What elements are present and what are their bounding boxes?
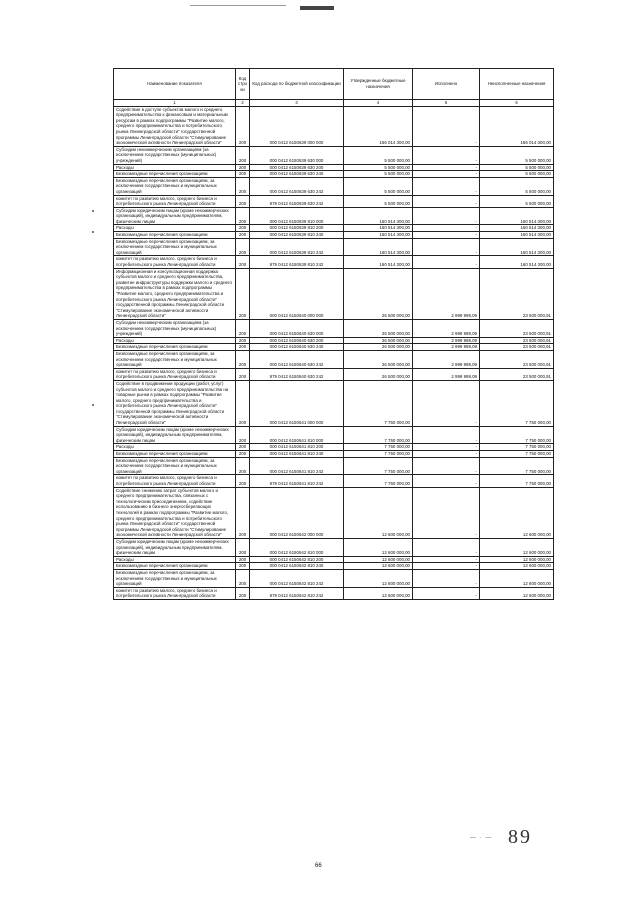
approved-amount: 7 750 000,00 — [344, 475, 413, 487]
table-row — [114, 238, 554, 256]
indicator-name: Безвозмездные перечисления организациям — [114, 344, 236, 351]
line-code: 200 — [236, 319, 250, 337]
line-code: 200 — [236, 238, 250, 256]
budget-code: 000 0412 6150642 810 242 — [250, 569, 344, 587]
indicator-name: Субсидии юридическим лицам (кроме некоммерческих организаций), индивидуальным предпринимателям, физическим лицам — [114, 207, 236, 225]
approved-amount: 7 750 000,00 — [344, 426, 413, 444]
approved-amount: 5 500 000,00 — [344, 177, 413, 195]
budget-execution-table — [113, 68, 554, 600]
table-row — [114, 368, 554, 380]
table-body — [114, 106, 554, 599]
approved-amount: 12 600 000,00 — [344, 556, 413, 563]
executed-amount: - — [413, 225, 480, 232]
remaining-amount: 7 750 000,00 — [480, 426, 554, 444]
indicator-name: Субсидии юридическим лицам (кроме некоммерческих организаций), индивидуальным предпринимателям, физическим лицам — [114, 426, 236, 444]
page-number: 66 — [315, 863, 322, 869]
executed-amount: - — [413, 538, 480, 556]
approved-amount: 12 600 000,00 — [344, 563, 413, 570]
table-row — [114, 556, 554, 563]
budget-code: 979 0412 6150642 810 242 — [250, 587, 344, 599]
line-code: 200 — [236, 475, 250, 487]
line-code: 200 — [236, 177, 250, 195]
remaining-amount: 160 514 300,00 — [480, 256, 554, 268]
approved-amount: 12 600 000,00 — [344, 587, 413, 599]
budget-code: 979 0412 6150639 630 242 — [250, 195, 344, 207]
remaining-amount: 12 600 000,00 — [480, 569, 554, 587]
remaining-amount: 7 750 000,00 — [480, 444, 554, 451]
budget-code: 000 0412 6150642 000 000 — [250, 487, 344, 538]
approved-amount: 7 750 000,00 — [344, 457, 413, 475]
indicator-name: Содействие в продвижении продукции (работ, услуг) субъектов малого и среднего предпринимательства на товарные рынки в рамках подпрограммы "Развитие малого, среднего предпринимательства и потребительского рынка Ленинградской области" государственной программы Ленинградской области "Стимулирование экономической активности Ленинградской области" — [114, 380, 236, 426]
line-code: 200 — [236, 146, 250, 164]
budget-code: 000 0412 6150639 630 200 — [250, 164, 344, 171]
top-scan-mark — [300, 6, 334, 10]
executed-amount: 2 999 999,09 — [413, 350, 480, 368]
budget-code: 000 0412 6150640 000 000 — [250, 268, 344, 319]
approved-amount: 166 014 300,00 — [344, 106, 413, 146]
indicator-name: Расходы — [114, 225, 236, 232]
remaining-amount: 23 500 000,91 — [480, 319, 554, 337]
executed-amount: - — [413, 556, 480, 563]
line-code: 200 — [236, 207, 250, 225]
executed-amount: - — [413, 232, 480, 239]
table-row — [114, 538, 554, 556]
column-index: 6 — [480, 100, 554, 107]
executed-amount: - — [413, 256, 480, 268]
executed-amount: - — [413, 207, 480, 225]
remaining-amount: 5 500 000,00 — [480, 177, 554, 195]
budget-code: 000 0412 6150639 810 240 — [250, 232, 344, 239]
line-code: 200 — [236, 344, 250, 351]
indicator-name: комитет по развитию малого, среднего бизнеса и потребительского рынка Ленинградской области — [114, 368, 236, 380]
executed-amount: - — [413, 380, 480, 426]
executed-amount: - — [413, 451, 480, 458]
table-row — [114, 337, 554, 344]
line-code: 200 — [236, 164, 250, 171]
approved-amount: 5 500 000,00 — [344, 164, 413, 171]
remaining-amount: 23 500 000,91 — [480, 268, 554, 319]
budget-code: 000 0412 6150639 000 000 — [250, 106, 344, 146]
remaining-amount: 7 750 000,00 — [480, 451, 554, 458]
remaining-amount: 23 500 000,91 — [480, 350, 554, 368]
header-remaining: Неисполненные назначения — [480, 69, 554, 100]
line-code: 200 — [236, 538, 250, 556]
column-index: 4 — [344, 100, 413, 107]
approved-amount: 26 500 000,00 — [344, 319, 413, 337]
line-code: 200 — [236, 451, 250, 458]
approved-amount: 5 500 000,00 — [344, 171, 413, 178]
budget-code: 000 0412 6150640 630 000 — [250, 319, 344, 337]
budget-code: 000 0412 6150642 810 240 — [250, 563, 344, 570]
line-code: 200 — [236, 563, 250, 570]
approved-amount: 160 514 300,00 — [344, 207, 413, 225]
table-row — [114, 268, 554, 319]
table-row — [114, 177, 554, 195]
indicator-name: Безвозмездные перечисления организациям, за исключением государственных и муниципальных организаций — [114, 177, 236, 195]
approved-amount: 12 600 000,00 — [344, 569, 413, 587]
approved-amount: 160 514 300,00 — [344, 256, 413, 268]
remaining-amount: 23 500 000,91 — [480, 337, 554, 344]
table-row — [114, 171, 554, 178]
approved-amount: 12 600 000,00 — [344, 538, 413, 556]
table-row — [114, 225, 554, 232]
budget-code: 000 0412 6150639 630 000 — [250, 146, 344, 164]
indicator-name: Расходы — [114, 444, 236, 451]
table-row — [114, 457, 554, 475]
remaining-amount: 166 014 300,00 — [480, 106, 554, 146]
budget-code: 000 0412 6150642 810 000 — [250, 538, 344, 556]
table-row — [114, 380, 554, 426]
budget-code: 000 0412 6150641 000 000 — [250, 380, 344, 426]
header-indicator-name: Наименование показателя — [114, 69, 236, 100]
line-code: 200 — [236, 268, 250, 319]
indicator-name: Безвозмездные перечисления организациям, за исключением государственных и муниципальных организаций — [114, 238, 236, 256]
executed-amount: - — [413, 238, 480, 256]
indicator-name: Безвозмездные перечисления организациям — [114, 171, 236, 178]
line-code: 200 — [236, 195, 250, 207]
remaining-amount: 12 600 000,00 — [480, 556, 554, 563]
indicator-name: комитет по развитию малого, среднего бизнеса и потребительского рынка Ленинградской области — [114, 475, 236, 487]
line-code: 200 — [236, 350, 250, 368]
line-code: 200 — [236, 232, 250, 239]
remaining-amount: 23 500 000,91 — [480, 368, 554, 380]
remaining-amount: 160 514 300,00 — [480, 232, 554, 239]
executed-amount: - — [413, 177, 480, 195]
approved-amount: 12 600 000,00 — [344, 487, 413, 538]
executed-amount: 2 999 999,09 — [413, 268, 480, 319]
executed-amount: - — [413, 487, 480, 538]
approved-amount: 7 750 000,00 — [344, 444, 413, 451]
executed-amount: 2 999 999,09 — [413, 319, 480, 337]
table-row — [114, 444, 554, 451]
executed-amount: - — [413, 106, 480, 146]
table-row — [114, 475, 554, 487]
remaining-amount: 160 514 300,00 — [480, 238, 554, 256]
table-row — [114, 164, 554, 171]
scan-dot — [92, 210, 94, 212]
indicator-name: Расходы — [114, 556, 236, 563]
executed-amount: - — [413, 146, 480, 164]
table-row — [114, 207, 554, 225]
header-budget-code: Код расхода по бюджетной классификации — [250, 69, 344, 100]
line-code: 200 — [236, 256, 250, 268]
approved-amount: 7 750 000,00 — [344, 380, 413, 426]
executed-amount: - — [413, 587, 480, 599]
approved-amount: 26 500 000,00 — [344, 268, 413, 319]
indicator-name: Расходы — [114, 337, 236, 344]
remaining-amount: 5 500 000,00 — [480, 195, 554, 207]
approved-amount: 5 500 000,00 — [344, 195, 413, 207]
indicator-name: Содействие снижению затрат субъектов малого и среднего предпринимательства, связанных с технологическим присоединением, содействие использованию в бизнесе энергосберегающих технологий в рамках подпрограммы "Развитие малого, среднего предпринимательства и потребительского рынка Ленинградской области" государственной программы Ленинградской области "Стимулирование экономической активности Ленинградской области" — [114, 487, 236, 538]
indicator-name: Безвозмездные перечисления организациям — [114, 232, 236, 239]
table-row — [114, 319, 554, 337]
budget-code: 000 0412 6150641 810 200 — [250, 444, 344, 451]
executed-amount: 2 999 999,09 — [413, 344, 480, 351]
remaining-amount: 12 600 000,00 — [480, 563, 554, 570]
indicator-name: Безвозмездные перечисления организациям, за исключением государственных и муниципальных организаций — [114, 350, 236, 368]
budget-code: 979 0412 6150641 810 242 — [250, 475, 344, 487]
line-code: 200 — [236, 225, 250, 232]
executed-amount: - — [413, 171, 480, 178]
line-code: 200 — [236, 487, 250, 538]
header-executed: Исполнено — [413, 69, 480, 100]
indicator-name: комитет по развитию малого, среднего бизнеса и потребительского рынка Ленинградской области — [114, 256, 236, 268]
budget-code: 000 0412 6150641 810 240 — [250, 451, 344, 458]
table-row — [114, 487, 554, 538]
remaining-amount: 160 514 300,00 — [480, 207, 554, 225]
table-row — [114, 426, 554, 444]
remaining-amount: 5 500 000,00 — [480, 171, 554, 178]
indicator-name: Безвозмездные перечисления организациям, за исключением государственных и муниципальных организаций — [114, 457, 236, 475]
budget-code: 000 0412 6150639 810 200 — [250, 225, 344, 232]
table-row — [114, 451, 554, 458]
budget-code: 979 0412 6150640 630 242 — [250, 368, 344, 380]
table-row — [114, 232, 554, 239]
remaining-amount: 12 600 000,00 — [480, 587, 554, 599]
column-index: 1 — [114, 100, 236, 107]
executed-amount: - — [413, 475, 480, 487]
line-code: 200 — [236, 337, 250, 344]
remaining-amount: 23 500 000,91 — [480, 344, 554, 351]
approved-amount: 5 500 000,00 — [344, 146, 413, 164]
budget-code: 000 0412 6150640 630 240 — [250, 344, 344, 351]
page-stamp: 89 — [508, 826, 532, 848]
budget-code: 000 0412 6150641 810 000 — [250, 426, 344, 444]
indicator-name: комитет по развитию малого, среднего бизнеса и потребительского рынка Ленинградской области — [114, 195, 236, 207]
remaining-amount: 5 500 000,00 — [480, 164, 554, 171]
column-index: 2 — [236, 100, 250, 107]
budget-code: 000 0412 6150641 810 242 — [250, 457, 344, 475]
budget-code: 000 0412 6150639 810 242 — [250, 238, 344, 256]
remaining-amount: 5 500 000,00 — [480, 146, 554, 164]
executed-amount: - — [413, 444, 480, 451]
table-row — [114, 563, 554, 570]
indicator-name: Безвозмездные перечисления организациям — [114, 451, 236, 458]
approved-amount: 160 514 300,00 — [344, 232, 413, 239]
line-code: 200 — [236, 106, 250, 146]
indicator-name: Субсидии юридическим лицам (кроме некоммерческих организаций), индивидуальным предпринимателям, физическим лицам — [114, 538, 236, 556]
approved-amount: 26 500 000,00 — [344, 344, 413, 351]
budget-code: 000 0412 6150639 630 240 — [250, 171, 344, 178]
table-row — [114, 350, 554, 368]
line-code: 200 — [236, 380, 250, 426]
remaining-amount: 12 600 000,00 — [480, 538, 554, 556]
indicator-name: Безвозмездные перечисления организациям, за исключением государственных и муниципальных организаций — [114, 569, 236, 587]
table-row — [114, 106, 554, 146]
header-approved: Утвержденные бюджетные назначения — [344, 69, 413, 100]
table-row — [114, 195, 554, 207]
table-row — [114, 146, 554, 164]
scan-dot — [92, 404, 94, 406]
approved-amount: 160 514 300,00 — [344, 238, 413, 256]
executed-amount: - — [413, 195, 480, 207]
line-code: 200 — [236, 569, 250, 587]
table-row — [114, 344, 554, 351]
scan-dot — [92, 231, 94, 233]
table-row — [114, 256, 554, 268]
remaining-amount: 12 600 000,00 — [480, 487, 554, 538]
indicator-name: Субсидии некоммерческим организациям (за исключением государственных (муниципальных) учреждений) — [114, 319, 236, 337]
column-index: 3 — [250, 100, 344, 107]
line-code: 200 — [236, 556, 250, 563]
budget-code: 000 0412 6150639 630 242 — [250, 177, 344, 195]
table-row — [114, 569, 554, 587]
approved-amount: 7 750 000,00 — [344, 451, 413, 458]
executed-amount: 2 999 999,09 — [413, 337, 480, 344]
approved-amount: 160 514 300,00 — [344, 225, 413, 232]
line-code: 200 — [236, 426, 250, 444]
budget-code: 000 0412 6150640 630 242 — [250, 350, 344, 368]
budget-code: 979 0412 6150639 810 242 — [250, 256, 344, 268]
executed-amount: - — [413, 426, 480, 444]
budget-code: 000 0412 6150642 810 200 — [250, 556, 344, 563]
table-row — [114, 587, 554, 599]
table-header-row — [114, 69, 554, 100]
budget-code: 000 0412 6150639 810 000 — [250, 207, 344, 225]
line-code: 200 — [236, 457, 250, 475]
indicator-name: Субсидии некоммерческим организациям (за исключением государственных (муниципальных) учреждений) — [114, 146, 236, 164]
line-code: 200 — [236, 171, 250, 178]
remaining-amount: 7 750 000,00 — [480, 475, 554, 487]
remaining-amount: 7 750 000,00 — [480, 380, 554, 426]
indicator-name: Расходы — [114, 164, 236, 171]
line-code: 200 — [236, 368, 250, 380]
indicator-name: Содействие в доступе субъектов малого и среднего предпринимательства к финансовым и материальным ресурсам в рамках подпрограммы "Развитие малого, среднего предпринимательства и потребительского рынка Ленинградской области" государственной программы Ленинградской области "Стимулирование экономической активности Ленинградской области" — [114, 106, 236, 146]
line-code: 200 — [236, 444, 250, 451]
top-rule — [190, 5, 286, 6]
remaining-amount: 7 750 000,00 — [480, 457, 554, 475]
stamp-scribble: — · — — [470, 835, 493, 841]
approved-amount: 26 500 000,00 — [344, 350, 413, 368]
executed-amount: - — [413, 563, 480, 570]
executed-amount: - — [413, 164, 480, 171]
line-code: 200 — [236, 587, 250, 599]
executed-amount: - — [413, 569, 480, 587]
indicator-name: Безвозмездные перечисления организациям — [114, 563, 236, 570]
header-line-code: Код стро ки — [236, 69, 250, 100]
executed-amount: 2 999 999,09 — [413, 368, 480, 380]
executed-amount: - — [413, 457, 480, 475]
approved-amount: 26 500 000,00 — [344, 337, 413, 344]
column-index-row — [114, 100, 554, 107]
approved-amount: 26 500 000,00 — [344, 368, 413, 380]
budget-code: 000 0412 6150640 630 200 — [250, 337, 344, 344]
column-index: 5 — [413, 100, 480, 107]
indicator-name: Информационная и консультационная поддержка субъектов малого и среднего предпринимательства, развитие инфраструктуры поддержки малого и среднего предпринимательства в рамках подпрограммы "Развитие малого, среднего предпринимательства и потребительского рынка Ленинградской области" государственной программы Ленинградской области "Стимулирование экономической активности Ленинградской области" — [114, 268, 236, 319]
remaining-amount: 160 514 300,00 — [480, 225, 554, 232]
indicator-name: комитет по развитию малого, среднего бизнеса и потребительского рынка Ленинградской области — [114, 587, 236, 599]
